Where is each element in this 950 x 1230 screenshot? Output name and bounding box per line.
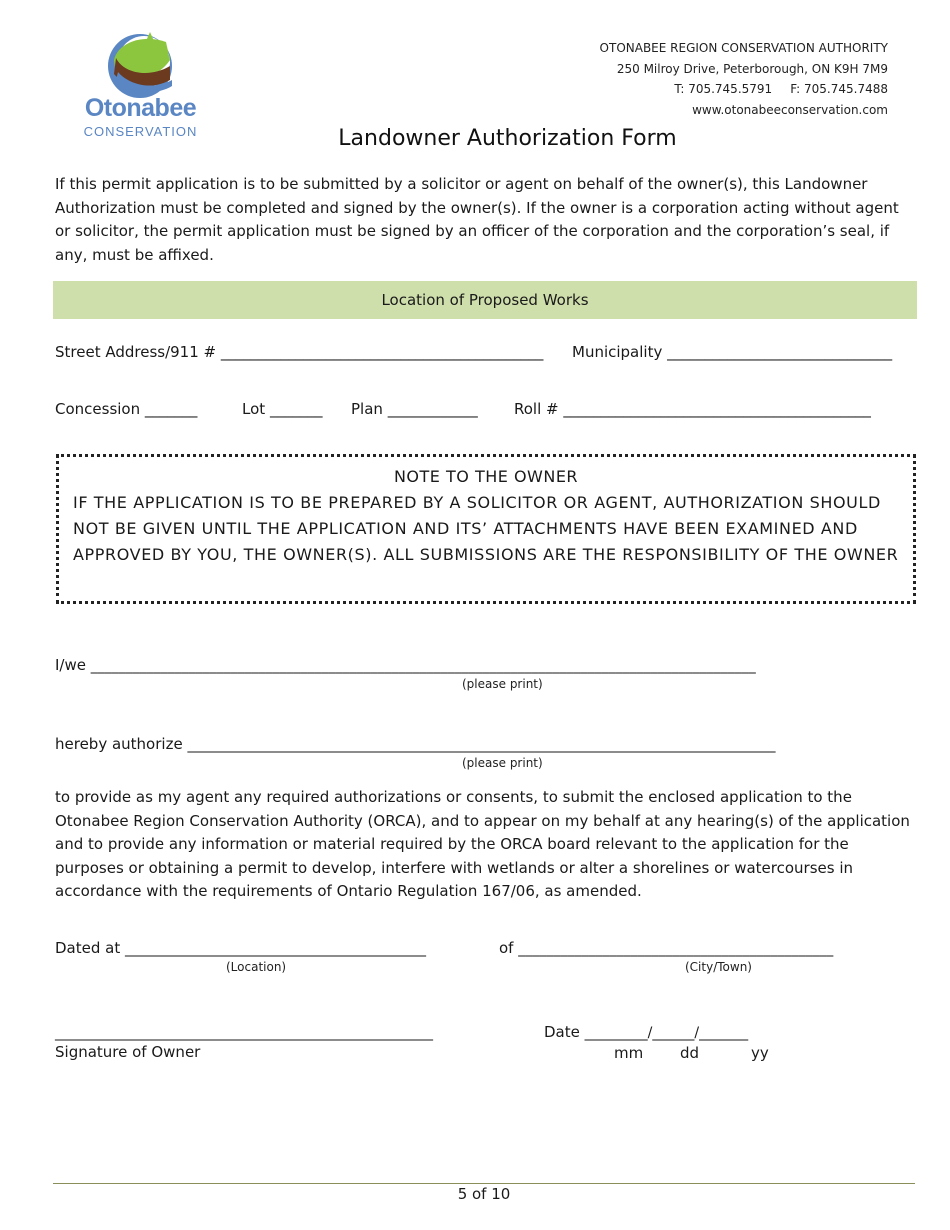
org-phone-row	[600, 79, 888, 100]
date-label: Date	[544, 1023, 580, 1041]
lot-field[interactable]: _______	[269, 400, 323, 418]
iwe-hint: (please print)	[462, 677, 543, 691]
day-hint: dd	[680, 1044, 700, 1062]
organization-contact	[600, 38, 888, 120]
form-title: Landowner Authorization Form	[338, 126, 677, 151]
hereby-authorize-label: hereby authorize	[55, 735, 183, 753]
signature-label: Signature of Owner	[55, 1043, 201, 1061]
dated-at-row	[55, 939, 426, 957]
municipality-field[interactable]: ______________________________	[667, 343, 893, 361]
concession-row	[55, 400, 197, 418]
signature-line	[55, 1023, 433, 1041]
concession-label: Concession	[55, 400, 141, 418]
city-hint: (City/Town)	[685, 960, 752, 974]
dated-at-label: Dated at	[55, 939, 121, 957]
org-website: www.otonabeeconservation.com	[692, 102, 888, 117]
org-fax: F: 705.745.7488	[790, 82, 888, 96]
note-to-owner-box	[56, 454, 916, 604]
dated-location-field[interactable]: ___________________________________________	[125, 941, 426, 957]
roll-label: Roll #	[514, 400, 559, 418]
street-address-label: Street Address/911 #	[55, 343, 217, 361]
plan-row	[351, 400, 478, 418]
plan-field[interactable]: ____________	[387, 400, 478, 418]
agent-hint: (please print)	[462, 756, 543, 770]
roll-field[interactable]: _________________________________________	[563, 400, 871, 418]
municipality-label: Municipality	[572, 343, 663, 361]
org-address: 250 Milroy Drive, Peterborough, ON K9H 7M9	[616, 61, 888, 76]
date-field[interactable]: _________/______/_______	[584, 1025, 749, 1041]
logo-wordmark: Otonabee	[84, 94, 197, 122]
page-number: 5 of 10	[457, 1185, 511, 1203]
logo-mark-icon	[78, 30, 203, 100]
dated-of-row	[499, 939, 833, 957]
org-name: OTONABEE REGION CONSERVATION AUTHORITY	[599, 41, 888, 55]
lot-label: Lot	[242, 400, 266, 418]
org-telephone: T: 705.745.5791	[674, 82, 773, 96]
street-address-row	[55, 343, 543, 361]
authorization-paragraph: to provide as my agent any required authorizations or consents, to submit the enclosed application to the Otonabee Region Conservation Authority (ORCA), and to appear on my behalf at any hearing(s) of the application and to provide any information or material required by the ORCA board relevant to the application for the purposes or obtaining a permit to develop, interfere with wetlands or alter a shorelines or watercourses in accordance with the requirements of Ontario Regulation 167/06, as amended.	[55, 788, 910, 900]
of-label: of	[499, 939, 514, 957]
location-hint: (Location)	[226, 960, 287, 974]
agent-name-field[interactable]: ____________________________________________________________________________________	[187, 737, 776, 753]
dated-city-field[interactable]: _____________________________________________	[518, 941, 834, 957]
year-hint: yy	[751, 1044, 769, 1062]
note-body: IF THE APPLICATION IS TO BE PREPARED BY A SOLICITOR OR AGENT, AUTHORIZATION SHOULD NOT BE GIVEN UNTIL THE APPLICATION AND ITS’ ATTACHMENTS HAVE BEEN EXAMINED AND APPROVED BY YOU, THE OWNER(S). ALL SUBMISSIONS ARE THE RESPONSIBILITY OF THE OWNER	[73, 493, 899, 564]
logo-subtitle: CONSERVATION	[83, 124, 198, 139]
lot-row	[242, 400, 322, 418]
signature-field[interactable]: ______________________________________________________	[55, 1025, 433, 1041]
municipality-row	[572, 343, 892, 361]
location-section-header: Location of Proposed Works	[53, 281, 917, 319]
note-heading: NOTE TO THE OWNER	[393, 467, 579, 486]
roll-row	[514, 400, 871, 418]
intro-paragraph: If this permit application is to be submitted by a solicitor or agent on behalf of the owner(s), this Landowner Authorization must be completed and signed by the owner(s). If the owner is a corporation acting without agent or solicitor, the permit application must be signed by an officer of the corporation and the corporation’s seal, if any, must be affixed.	[55, 175, 899, 264]
month-hint: mm	[614, 1044, 644, 1062]
date-row	[544, 1023, 748, 1041]
plan-label: Plan	[351, 400, 383, 418]
iwe-label: I/we	[55, 656, 86, 674]
iwe-row	[55, 656, 756, 674]
hereby-authorize-row	[55, 735, 775, 753]
footer-divider	[53, 1183, 915, 1184]
iwe-field[interactable]: _______________________________________________________________________________________________	[90, 658, 756, 674]
concession-field[interactable]: _______	[144, 400, 198, 418]
street-address-field[interactable]: ___________________________________________	[220, 343, 544, 361]
